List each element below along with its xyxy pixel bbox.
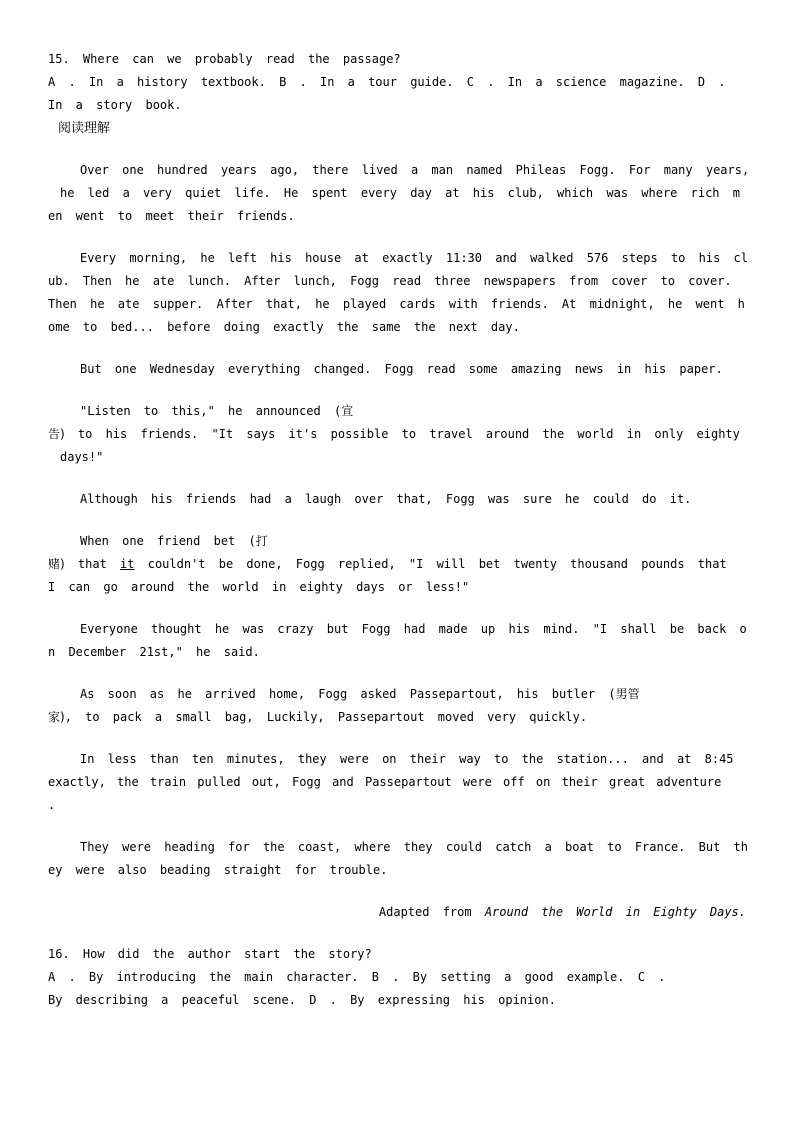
paragraph-10-line-2: ey were also beading straight for trouble. [48,863,388,877]
paragraph-3-line-1: But one Wednesday everything changed. Fogg read some amazing news in his paper. [80,362,723,376]
paragraph-4-line-3: days!" [60,450,104,464]
paragraph-7-line-1: Everyone thought he was crazy but Fogg had made up his mind. "I shall be back o [80,622,747,636]
source-title: Around the World in Eighty Days. [484,905,746,919]
question-16-stem: 16. How did the author start the story? [48,947,372,961]
paragraph-5-line-1: Although his friends had a laugh over that, Fogg was sure he could do it. [80,492,692,506]
source-attribution: Adapted from Around the World in Eighty Days. [378,905,746,919]
paragraph-2-line-4: ome to bed... before doing exactly the same the next day. [48,320,520,334]
document-page [48,48,750,1012]
section-heading: 阅读理解 [58,121,111,136]
paragraph-6-line-3: I can go around the world in eighty days or less!" [48,580,470,594]
paragraph-1-line-2: he led a very quiet life. He spent every day at his club, which was where rich m [60,186,740,200]
paragraph-8-line-2: 家), to pack a small bag, Luckily, Passepartout moved very quickly. [48,710,588,724]
paragraph-2-line-3: Then he ate supper. After that, he played cards with friends. At midnight, he went h [48,297,745,311]
paragraph-1-line-3: en went to meet their friends. [48,209,295,223]
question-15-options-line-1: A . In a history textbook. B . In a tour guide. C . In a science magazine. D . [48,75,726,89]
paragraph-4-line-1: "Listen to this," he announced (宣 [80,404,354,418]
paragraph-4-line-2: 告) to his friends. "It says it's possible to travel around the world in only eighty [48,427,740,441]
paragraph-1-line-1: Over one hundred years ago, there lived a man named Phileas Fogg. For many years, [80,163,750,177]
paragraph-6-line-2: 赌) that it couldn't be done, Fogg replied, "I will bet twenty thousand pounds that [48,557,727,571]
paragraph-2-line-1: Every morning, he left his house at exactly 11:30 and walked 576 steps to his cl [80,251,748,265]
paragraph-7-line-2: n December 21st," he said. [48,645,260,659]
question-16-options-line-1: A . By introducing the main character. B . By setting a good example. C . [48,970,666,984]
paragraph-9-line-2: exactly, the train pulled out, Fogg and Passepartout were off on their great adventure [48,775,722,789]
question-16-options-line-2: By describing a peaceful scene. D . By expressing his opinion. [48,993,556,1007]
paragraph-9-line-1: In less than ten minutes, they were on their way to the station... and at 8:45 [80,752,734,766]
paragraph-9-line-3: . [48,798,56,812]
question-15-stem: 15. Where can we probably read the passage? [48,52,401,66]
paragraph-2-line-2: ub. Then he ate lunch. After lunch, Fogg read three newspapers from cover to cover. [48,274,732,288]
paragraph-10-line-1: They were heading for the coast, where they could catch a boat to France. But th [80,840,748,854]
paragraph-8-line-1: As soon as he arrived home, Fogg asked Passepartout, his butler (男管 [80,687,640,701]
paragraph-6-line-1: When one friend bet (打 [80,534,268,548]
question-15-options-line-2: In a story book. [48,98,182,112]
